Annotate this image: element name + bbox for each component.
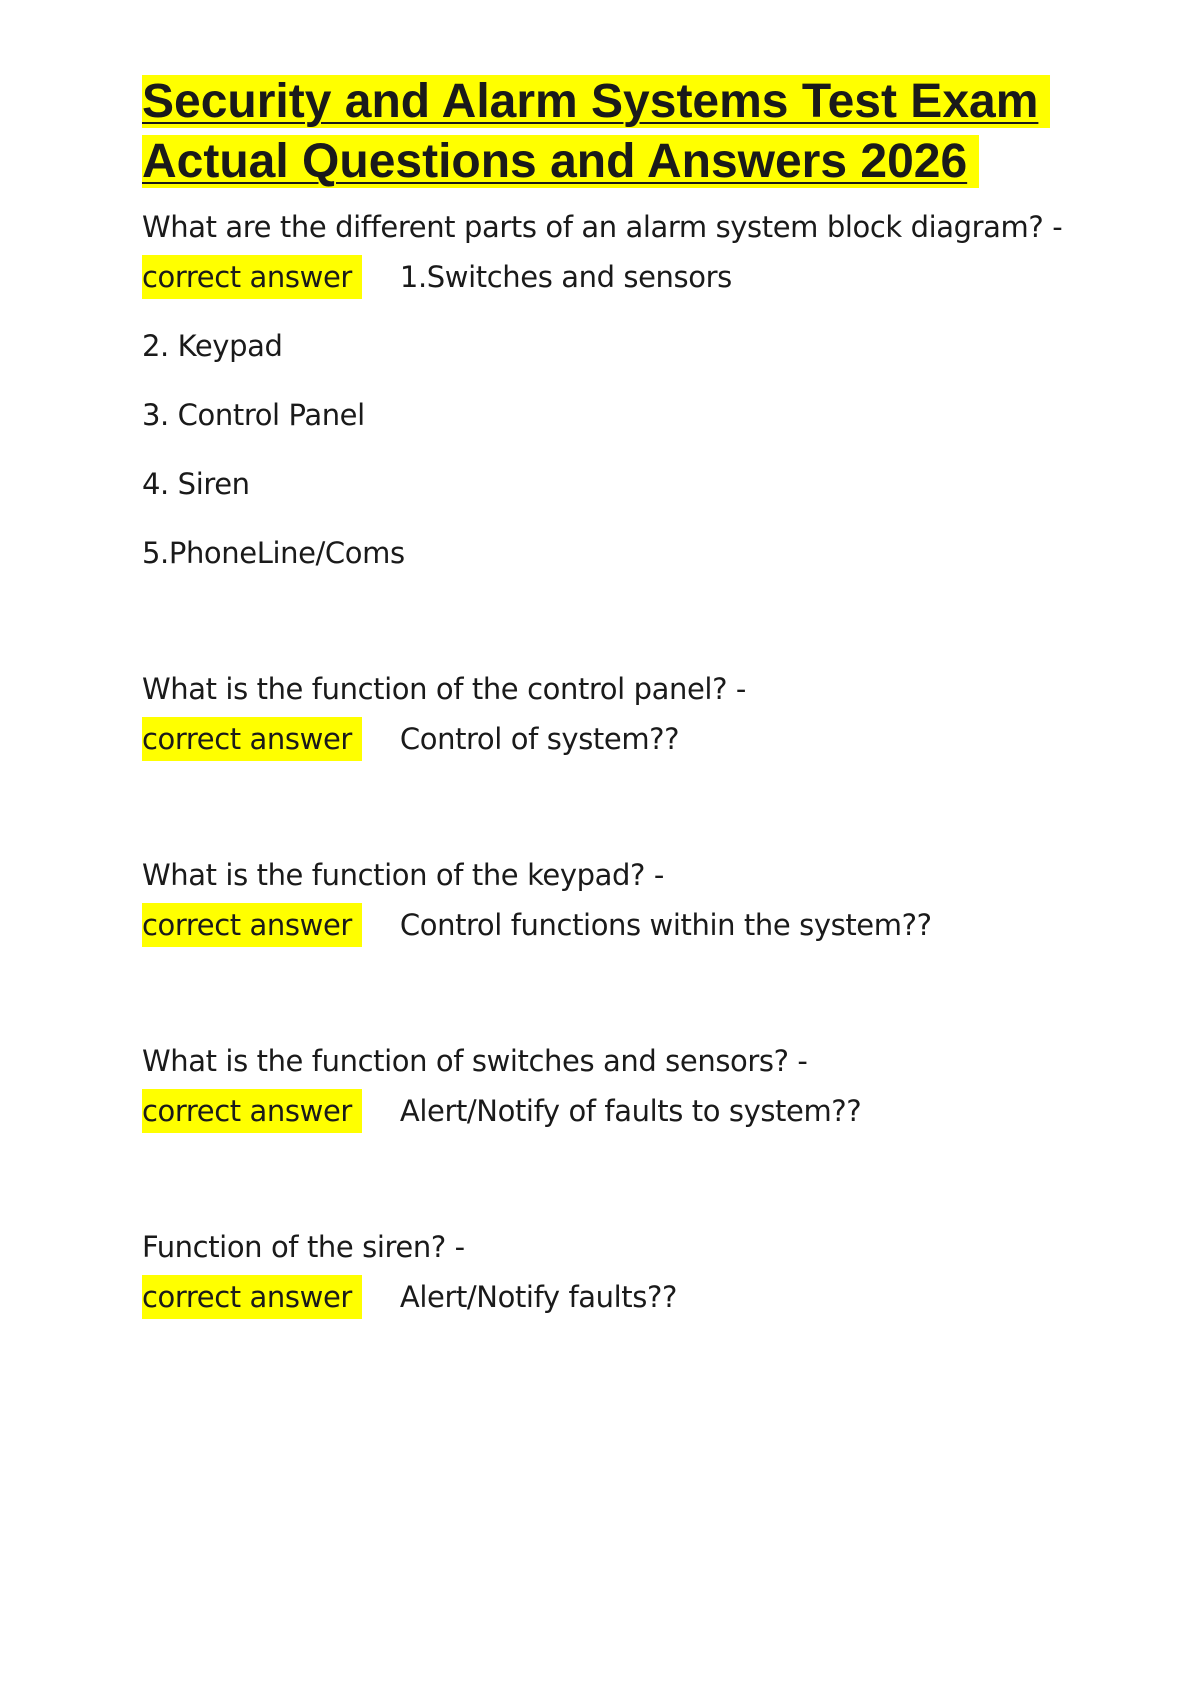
question-text: What is the function of switches and sensors? - xyxy=(142,1044,808,1078)
qa-item-3 xyxy=(142,850,1082,950)
qa-item-5 xyxy=(142,1222,1082,1322)
document-title xyxy=(142,72,1082,192)
qa-item-1 xyxy=(142,202,1082,578)
correct-answer-label: correct answer xyxy=(142,717,362,761)
question-text: Function of the siren? - xyxy=(142,1230,465,1264)
answer-text: Alert/Notify faults?? xyxy=(399,1280,677,1314)
question-text: What is the function of the keypad? - xyxy=(142,858,664,892)
answer-row xyxy=(142,1272,1082,1322)
answer-list-item: 4. Siren xyxy=(142,467,250,501)
answer-row xyxy=(142,1086,1082,1136)
answer-row xyxy=(142,714,1082,764)
correct-answer-label: correct answer xyxy=(142,1089,362,1133)
qa-item-2 xyxy=(142,664,1082,764)
answer-text: Alert/Notify of faults to system?? xyxy=(399,1094,862,1128)
document-page xyxy=(142,72,1082,1322)
answer-text: Control of system?? xyxy=(399,722,680,756)
answer-list-item: 2. Keypad xyxy=(142,329,283,363)
answer-text: Control functions within the system?? xyxy=(399,908,932,942)
correct-answer-label: correct answer xyxy=(142,1275,362,1319)
answer-row xyxy=(142,252,1082,302)
question-text: What are the different parts of an alarm system block diagram? - xyxy=(142,210,1063,244)
answer-list-item: 3. Control Panel xyxy=(142,398,365,432)
correct-answer-label: correct answer xyxy=(142,903,362,947)
qa-item-4 xyxy=(142,1036,1082,1136)
correct-answer-label: correct answer xyxy=(142,255,362,299)
answer-row xyxy=(142,900,1082,950)
title-text: Security and Alarm Systems Test Exam Actual Questions and Answers 2026 xyxy=(142,75,1050,188)
question-text: What is the function of the control panel? - xyxy=(142,672,746,706)
answer-text: 1.Switches and sensors xyxy=(399,260,732,294)
answer-list-item: 5.PhoneLine/Coms xyxy=(142,536,405,570)
